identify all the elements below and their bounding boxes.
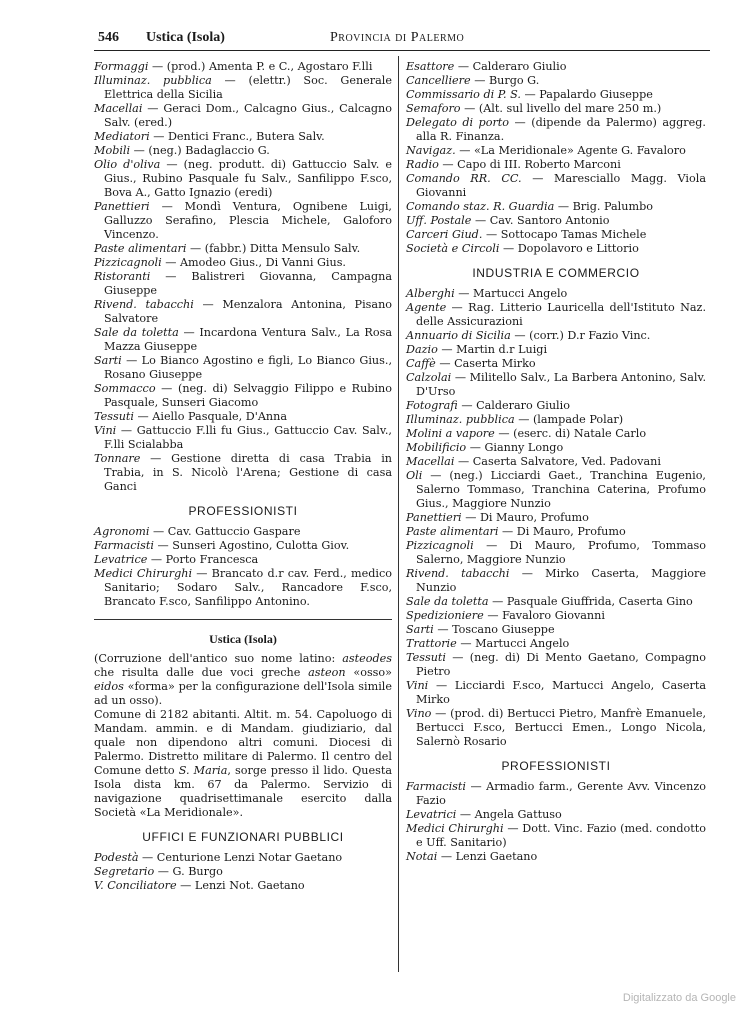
- entry-names: — Sottocapo Tamas Michele: [482, 228, 647, 241]
- directory-entry: [94, 452, 392, 494]
- entry-category: Ristoranti: [94, 270, 151, 283]
- page-header: [94, 28, 710, 51]
- entry-names: — Calderaro Giulio: [454, 60, 567, 73]
- entry-names: — «La Meridionale» Agente G. Favaloro: [455, 144, 686, 157]
- left-column: [94, 60, 392, 893]
- entry-names: — Favaloro Giovanni: [483, 609, 605, 622]
- entry-category: Navigaz.: [406, 144, 456, 157]
- entry-names: — Armadio farm., Gerente Avv. Vincenzo Fazio: [416, 780, 706, 807]
- entry-names: — Porto Francesca: [147, 553, 259, 566]
- entry-category: Vini: [406, 679, 429, 692]
- entry-category: Sarti: [94, 354, 122, 367]
- entry-category: Mobilificio: [406, 441, 467, 454]
- entry-names: — Cav. Gattuccio Gaspare: [149, 525, 301, 538]
- section-rule: [94, 619, 392, 620]
- column-divider: [398, 56, 399, 972]
- entry-category: Fotografi: [406, 399, 458, 412]
- entry-names: — Burgo G.: [470, 74, 540, 87]
- directory-entry: [406, 301, 706, 329]
- section-heading: UFFICI E FUNZIONARI PUBBLICI: [142, 830, 344, 844]
- entry-names: — Capo di III. Roberto Marconi: [438, 158, 621, 171]
- directory-entry: [94, 326, 392, 354]
- entry-category: Podestà: [94, 851, 139, 864]
- entry-category: Trattorie: [406, 637, 457, 650]
- entry-names: — (Alt. sul livello del mare 250 m.): [460, 102, 662, 115]
- entry-names: — Dentici Franc., Butera Salv.: [149, 130, 325, 143]
- entry-names: — Centurione Lenzi Notar Gaetano: [138, 851, 343, 864]
- entry-names: — Maresciallo Magg. Viola Giovanni: [416, 172, 706, 199]
- province-title: Provincia di Palermo: [330, 30, 465, 45]
- directory-entry: [406, 116, 706, 144]
- entry-category: Mediatori: [94, 130, 150, 143]
- entry-names: — Lo Bianco Agostino e figli, Lo Bianco Gius., Rosano Giuseppe: [104, 354, 392, 381]
- directory-entry: [406, 371, 706, 399]
- etymology-paragraph: (Corruzione dell'antico suo nome latino: asteodes che risulta dalle due voci greche asteon «osso» eidos «forma» per la configurazione dell'Isola simile ad un osso).: [94, 652, 393, 707]
- page-number: 546: [98, 30, 119, 45]
- directory-entry: [406, 427, 706, 441]
- entry-category: Società e Circoli: [406, 242, 500, 255]
- entry-category: Cancelliere: [406, 74, 471, 87]
- entry-names: — Dott. Vinc. Fazio (med. condotto e Uff. Sanitario): [416, 822, 706, 849]
- entry-names: — Di Mauro, Profumo: [498, 525, 626, 538]
- entry-names: — Aiello Pasquale, D'Anna: [133, 410, 287, 423]
- entry-category: Medici Chirurghi: [406, 822, 504, 835]
- entry-names: — Menzalora Antonina, Pisano Salvatore: [104, 298, 393, 325]
- section-heading: PROFESSIONISTI: [188, 504, 298, 518]
- directory-entry: [406, 707, 706, 749]
- entry-category: Paste alimentari: [406, 525, 499, 538]
- directory-entry: [406, 357, 706, 371]
- entry-names: — Toscano Giuseppe: [433, 623, 555, 636]
- directory-entry: [94, 553, 392, 567]
- left-directory-list: [94, 60, 392, 494]
- directory-entry: [406, 808, 706, 822]
- entry-category: Pizzicagnoli: [94, 256, 162, 269]
- entry-category: Caffè: [406, 357, 436, 370]
- entry-names: — Di Mauro, Profumo: [461, 511, 589, 524]
- directory-entry: [406, 455, 706, 469]
- entry-category: Radio: [406, 158, 439, 171]
- entry-category: Esattore: [406, 60, 455, 73]
- entry-category: Vino: [406, 707, 432, 720]
- entry-category: Tessuti: [406, 651, 446, 664]
- directory-entry: [406, 595, 706, 609]
- entry-category: Tessuti: [94, 410, 134, 423]
- directory-entry: [406, 623, 706, 637]
- directory-entry: [94, 200, 392, 242]
- entry-category: Farmacisti: [94, 539, 154, 552]
- entry-category: Levatrice: [94, 553, 148, 566]
- directory-entry: [406, 228, 706, 242]
- entry-category: Molini a vapore: [406, 427, 495, 440]
- entry-names: — Sunseri Agostino, Culotta Giov.: [153, 539, 350, 552]
- entry-category: Carceri Giud.: [406, 228, 483, 241]
- entry-names: — Licciardi F.sco, Martucci Angelo, Caserta Mirko: [416, 679, 706, 706]
- entry-names: — (corr.) D.r Fazio Vinc.: [510, 329, 651, 342]
- directory-entry: [94, 60, 392, 74]
- entry-names: — (fabbr.) Ditta Mensulo Salv.: [186, 242, 361, 255]
- entry-names: — Papalardo Giuseppe: [520, 88, 653, 101]
- entry-names: — (dipende da Palermo) aggreg. alla R. Finanza.: [416, 116, 706, 143]
- watermark: Digitalizzato da Google: [622, 992, 736, 1004]
- uffici-list: [94, 851, 392, 893]
- entry-names: — Militello Salv., La Barbera Antonino, Salv. D'Urso: [416, 371, 706, 398]
- entry-category: Levatrici: [406, 808, 457, 821]
- entry-names: — Rag. Litterio Lauricella dell'Istituto Naz. delle Assicurazioni: [416, 301, 706, 328]
- entry-names: — Mondì Ventura, Ognibene Luigi, Galluzzo Serafino, Plescia Michele, Galoforo Vincenzo.: [104, 200, 392, 241]
- entry-category: Pizzicagnoli: [406, 539, 474, 552]
- entry-category: Calzolai: [406, 371, 452, 384]
- directory-entry: [406, 441, 706, 455]
- entry-names: — Dopolavoro e Littorio: [499, 242, 639, 255]
- entry-names: — (prod. di) Bertucci Pietro, Manfrè Emanuele, Bertucci F.sco, Bertucci Emen., Longo Nicola, Salernò Rosario: [416, 707, 706, 748]
- directory-entry: [94, 410, 392, 424]
- entry-category: Illuminaz. pubblica: [94, 74, 212, 87]
- entry-names: — (neg.) Licciardi Gaet., Tranchina Eugenio, Salerno Tommaso, Tranchina Caterina, Profumo Gius., Maggiore Nunzio: [416, 469, 706, 510]
- entry-category: Annuario di Sicilia: [406, 329, 511, 342]
- directory-entry: [406, 469, 706, 511]
- entry-category: Medici Chirurghi: [94, 567, 193, 580]
- entry-category: Agente: [406, 301, 447, 314]
- directory-entry: [94, 144, 392, 158]
- entry-names: — Di Mauro, Profumo, Tommaso Salerno, Maggiore Nunzio: [416, 539, 706, 566]
- directory-entry: [406, 822, 706, 850]
- entry-names: — Geraci Dom., Calcagno Gius., Calcagno Salv. (ered.): [104, 102, 392, 129]
- directory-entry: [94, 270, 392, 298]
- entry-names: — (neg. di) Di Mento Gaetano, Compagno Pietro: [416, 651, 706, 678]
- directory-entry: [406, 609, 706, 623]
- right-professionisti-list: [406, 780, 706, 864]
- running-title: Ustica (Isola): [146, 30, 225, 45]
- entry-names: — Martucci Angelo: [456, 637, 570, 650]
- entry-category: Dazio: [406, 343, 438, 356]
- entry-category: Paste alimentari: [94, 242, 187, 255]
- commune-paragraph: Comune di 2182 abitanti. Altit. m. 54. Capoluogo di Mandam. ammin. e di Mandam. giudiziario, dal quale non dipendono altri comuni. Diocesi di Palermo. Distretto militare di Palermo. Il centro del Comune detto S. Maria, sorge presso il lido. Questa Isola dista km. 67 da Palermo. Servizio di navigazione quadrisettimanale esercito dalla Società «La Meridionale».: [94, 708, 392, 819]
- directory-entry: [406, 88, 706, 102]
- entry-category: Sale da toletta: [406, 595, 489, 608]
- directory-entry: [406, 74, 706, 88]
- entry-category: Formaggi: [94, 60, 149, 73]
- entry-category: Macellai: [94, 102, 143, 115]
- directory-entry: [406, 102, 706, 116]
- directory-entry: [406, 343, 706, 357]
- entry-category: Agronomi: [94, 525, 150, 538]
- directory-entry: [94, 851, 392, 865]
- entry-category: Rivend. tabacchi: [406, 567, 510, 580]
- directory-entry: [406, 539, 706, 567]
- entry-names: — Amodeo Gius., Di Vanni Gius.: [161, 256, 346, 269]
- entry-category: Tonnare: [94, 452, 141, 465]
- directory-entry: [406, 525, 706, 539]
- directory-entry: [406, 780, 706, 808]
- entry-names: — Calderaro Giulio: [457, 399, 570, 412]
- ustica-title: Ustica (Isola): [209, 632, 277, 646]
- directory-entry: [406, 679, 706, 707]
- section-heading: PROFESSIONISTI: [501, 759, 611, 773]
- directory-entry: [406, 60, 706, 74]
- entry-names: — Martin d.r Luigi: [437, 343, 548, 356]
- right-directory-list: [406, 60, 706, 256]
- entry-names: — Gattuccio F.lli fu Gius., Gattuccio Cav. Salv., F.lli Scialabba: [104, 424, 392, 451]
- directory-entry: [94, 879, 392, 893]
- entry-category: Farmacisti: [406, 780, 466, 793]
- directory-entry: [94, 74, 392, 102]
- entry-category: Notai: [406, 850, 438, 863]
- directory-entry: [406, 329, 706, 343]
- entry-category: Sommacco: [94, 382, 156, 395]
- entry-names: — (neg.) Badaglaccio G.: [130, 144, 270, 157]
- entry-category: Segretario: [94, 865, 155, 878]
- entry-category: Illuminaz. pubblica: [406, 413, 515, 426]
- entry-names: — (eserc. di) Natale Carlo: [494, 427, 647, 440]
- entry-names: — Angela Gattuso: [456, 808, 562, 821]
- entry-category: Comando RR. CC.: [406, 172, 522, 185]
- directory-entry: [94, 382, 392, 410]
- section-heading: INDUSTRIA E COMMERCIO: [472, 266, 640, 280]
- entry-category: Sarti: [406, 623, 434, 636]
- directory-entry: [94, 865, 392, 879]
- directory-entry: [94, 242, 392, 256]
- directory-entry: [406, 158, 706, 172]
- entry-category: Alberghi: [406, 287, 455, 300]
- entry-names: — Gianny Longo: [466, 441, 564, 454]
- entry-names: — Gestione diretta di casa Trabia in Trabia, in S. Nicolò l'Arena; Gestione di casa Ganci: [104, 452, 392, 493]
- directory-entry: [406, 214, 706, 228]
- entry-category: Macellai: [406, 455, 455, 468]
- directory-entry: [406, 200, 706, 214]
- entry-names: — (lampade Polar): [514, 413, 624, 426]
- entry-names: — Martucci Angelo: [454, 287, 568, 300]
- directory-entry: [94, 102, 392, 130]
- entry-names: — Balistreri Giovanna, Campagna Giuseppe: [104, 270, 392, 297]
- directory-entry: [94, 130, 392, 144]
- entry-category: Uff. Postale: [406, 214, 472, 227]
- entry-category: Sale da toletta: [94, 326, 179, 339]
- entry-category: Comando staz. R. Guardia: [406, 200, 555, 213]
- directory-entry: [94, 539, 392, 553]
- entry-names: — Caserta Salvatore, Ved. Padovani: [454, 455, 661, 468]
- directory-entry: [94, 567, 392, 609]
- directory-entry: [94, 424, 392, 452]
- entry-names: — Brancato d.r cav. Ferd., medico Sanitario; Sodaro Salv., Rancadore F.sco, Brancato F.sco, Sanfilippo Antonino.: [104, 567, 393, 608]
- entry-category: Mobili: [94, 144, 131, 157]
- directory-entry: [406, 511, 706, 525]
- entry-names: — (neg. di) Selvaggio Filippo e Rubino Pasquale, Sunseri Giacomo: [104, 382, 392, 409]
- entry-category: Rivend. tabacchi: [94, 298, 194, 311]
- entry-names: — (elettr.) Soc. Generale Elettrica della Sicilia: [104, 74, 392, 101]
- directory-entry: [94, 158, 392, 200]
- entry-names: — Caserta Mirko: [435, 357, 536, 370]
- directory-entry: [406, 172, 706, 200]
- entry-names: — Brig. Palumbo: [554, 200, 653, 213]
- entry-names: — (neg. produtt. di) Gattuccio Salv. e Gius., Rubino Pasquale fu Salv., Sanfilippo F.sco, Bova A., Gatto Ignazio (eredi): [104, 158, 392, 199]
- entry-category: Semaforo: [406, 102, 461, 115]
- industria-list: [406, 287, 706, 749]
- directory-entry: [406, 850, 706, 864]
- left-professionisti-list: [94, 525, 392, 609]
- directory-entry: [406, 242, 706, 256]
- directory-entry: [406, 287, 706, 301]
- entry-names: — (prod.) Amenta P. e C., Agostaro F.lli: [148, 60, 373, 73]
- entry-names: — G. Burgo: [154, 865, 223, 878]
- directory-entry: [406, 567, 706, 595]
- directory-entry: [94, 256, 392, 270]
- entry-names: — Lenzi Gaetano: [437, 850, 538, 863]
- entry-names: — Cav. Santoro Antonio: [471, 214, 610, 227]
- entry-names: — Incardona Ventura Salv., La Rosa Mazza Giuseppe: [104, 326, 392, 353]
- entry-category: Vini: [94, 424, 117, 437]
- entry-names: — Pasquale Giuffrida, Caserta Gino: [488, 595, 693, 608]
- directory-entry: [94, 354, 392, 382]
- directory-entry: [406, 399, 706, 413]
- entry-category: Panettieri: [406, 511, 462, 524]
- entry-names: — Lenzi Not. Gaetano: [176, 879, 305, 892]
- directory-entry: [406, 637, 706, 651]
- entry-category: V. Conciliatore: [94, 879, 177, 892]
- directory-entry: [94, 525, 392, 539]
- entry-category: Oli: [406, 469, 423, 482]
- right-column: [406, 60, 706, 864]
- directory-entry: [406, 144, 706, 158]
- directory-entry: [406, 651, 706, 679]
- entry-category: Olio d'oliva: [94, 158, 161, 171]
- directory-entry: [94, 298, 392, 326]
- entry-category: Delegato di porto: [406, 116, 510, 129]
- directory-entry: [406, 413, 706, 427]
- entry-names: — Mirko Caserta, Maggiore Nunzio: [416, 567, 707, 594]
- entry-category: Panettieri: [94, 200, 150, 213]
- entry-category: Spedizioniere: [406, 609, 484, 622]
- entry-category: Commissario di P. S.: [406, 88, 521, 101]
